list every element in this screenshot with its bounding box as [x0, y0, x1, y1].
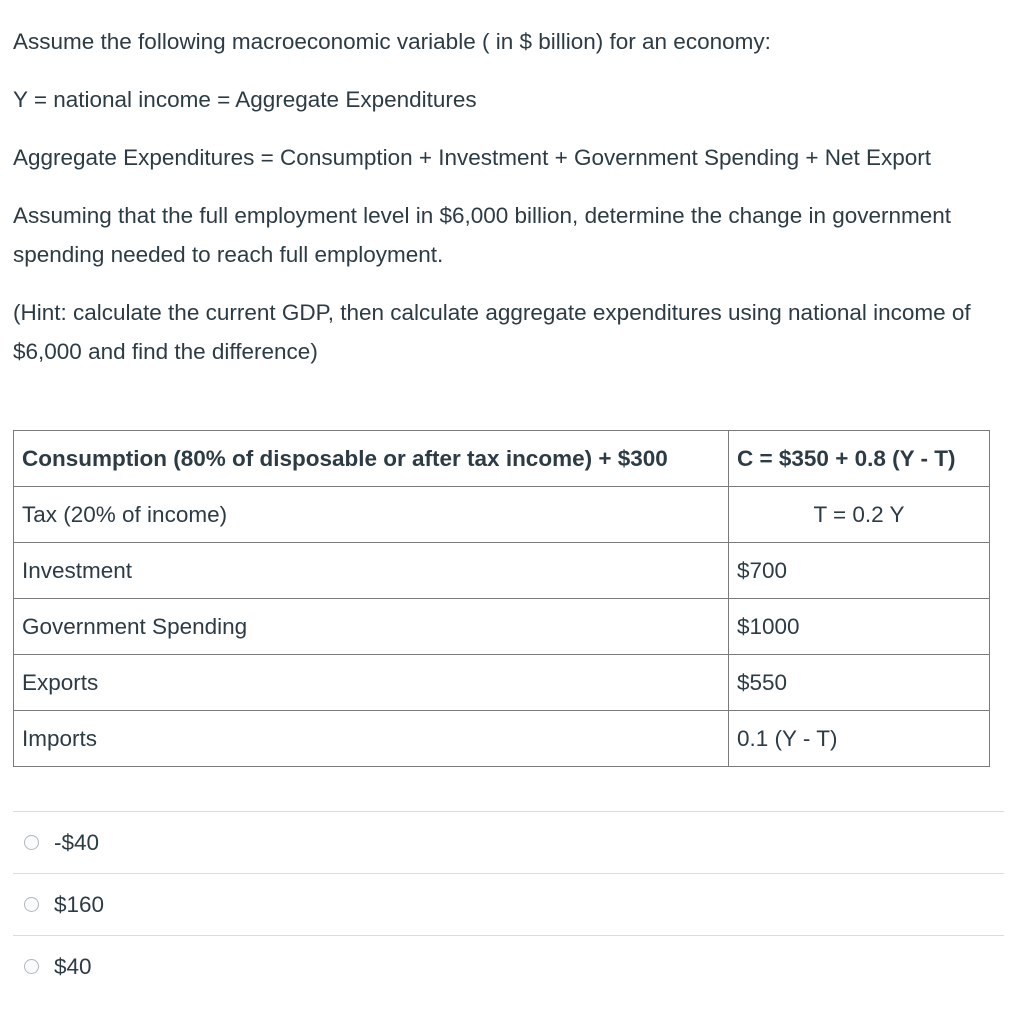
answer-label[interactable]: $160	[54, 891, 105, 917]
radio-button[interactable]	[24, 897, 39, 912]
table-row	[14, 655, 990, 711]
table-row	[14, 487, 990, 543]
radio-button[interactable]	[24, 959, 39, 974]
question-paragraph: Aggregate Expenditures = Consumption + Investment + Government Spending + Net Export	[13, 145, 932, 170]
question-hint: (Hint: calculate the current GDP, then calculate aggregate expenditures using national income of $6,000 and find the difference)	[13, 300, 971, 364]
question-paragraph: Y = national income = Aggregate Expenditures	[13, 87, 477, 112]
table-cell-value: $1000	[729, 599, 990, 655]
answer-label[interactable]: $40	[54, 953, 92, 979]
table-cell-value: $700	[729, 543, 990, 599]
table-header-cell: C = $350 + 0.8 (Y - T)	[729, 431, 990, 487]
answer-list	[13, 811, 1004, 997]
table-cell-label: Government Spending	[14, 599, 729, 655]
answer-option-1[interactable]	[13, 812, 1004, 874]
table-cell-label: Exports	[14, 655, 729, 711]
table-cell-value: T = 0.2 Y	[729, 487, 990, 543]
table-header-cell: Consumption (80% of disposable or after tax income) + $300	[14, 431, 729, 487]
table-row	[14, 599, 990, 655]
table-row	[14, 543, 990, 599]
table-cell-value: 0.1 (Y - T)	[729, 711, 990, 767]
table-header-row	[14, 431, 990, 487]
answer-option-2[interactable]	[13, 874, 1004, 936]
table-row	[14, 711, 990, 767]
table-cell-label: Tax (20% of income)	[14, 487, 729, 543]
question-paragraph: Assume the following macroeconomic variable ( in $ billion) for an economy:	[13, 29, 771, 54]
radio-button[interactable]	[24, 835, 39, 850]
table-cell-label: Investment	[14, 543, 729, 599]
answer-label[interactable]: -$40	[54, 829, 100, 855]
table-cell-value: $550	[729, 655, 990, 711]
table-cell-label: Imports	[14, 711, 729, 767]
variables-table	[13, 430, 990, 767]
answer-option-3[interactable]	[13, 936, 1004, 997]
question-text	[13, 22, 1003, 371]
question-paragraph: Assuming that the full employment level in $6,000 billion, determine the change in government spending needed to reach full employment.	[13, 203, 952, 267]
